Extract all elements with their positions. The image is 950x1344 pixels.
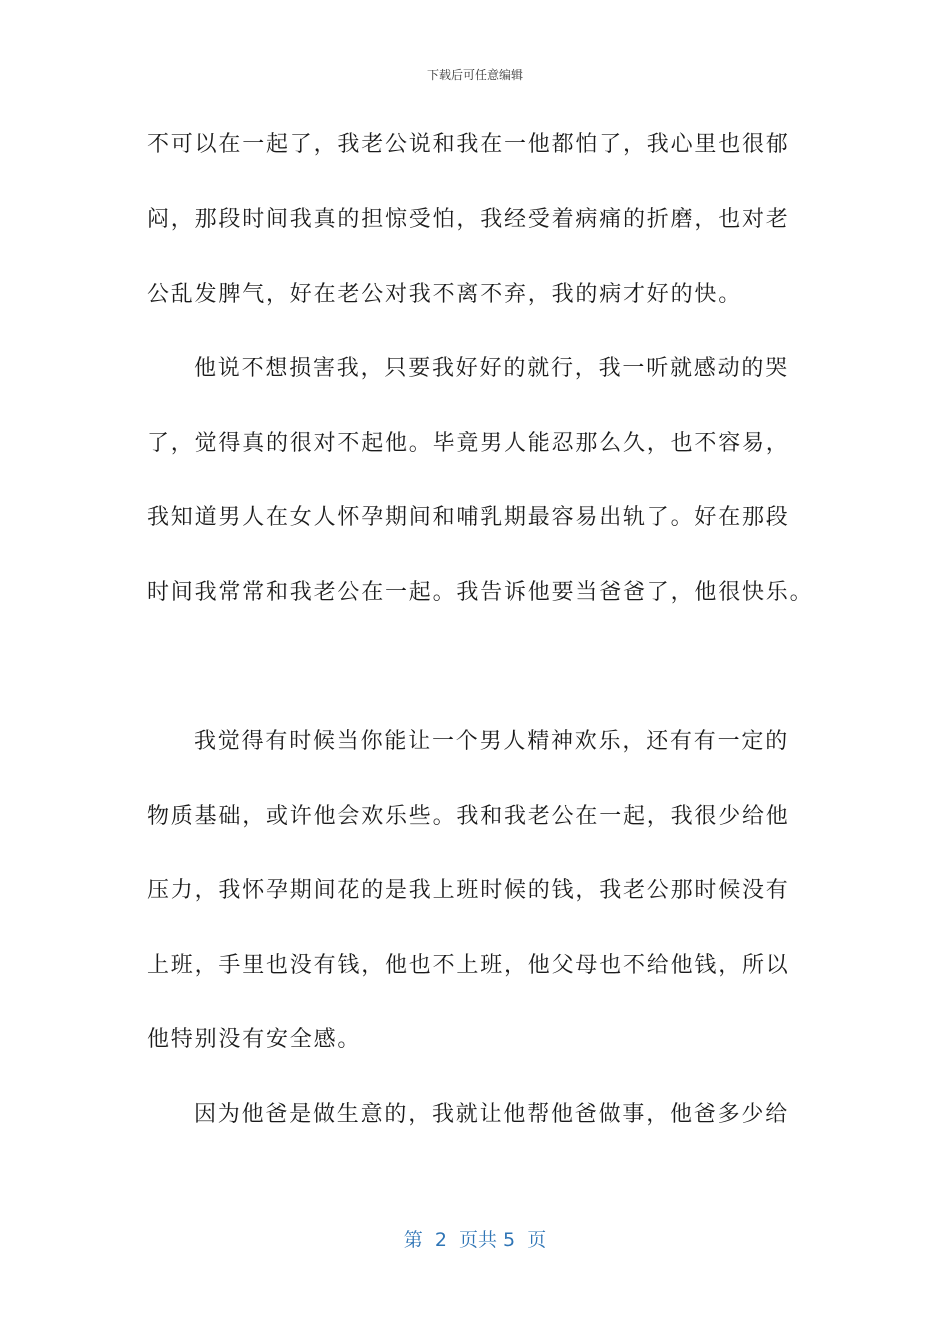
- text-line: 公乱发脾气，好在老公对我不离不弃，我的病才好的快。: [147, 282, 743, 307]
- paragraph-start-line: 他说不想损害我，只要我好好的就行，我一听就感动的哭: [194, 356, 790, 381]
- text-line: 我知道男人在女人怀孕期间和哺乳期最容易出轨了。好在那段: [147, 505, 790, 530]
- text-line: 压力，我怀孕期间花的是我上班时候的钱，我老公那时候没有: [147, 878, 790, 903]
- text-line: 物质基础，或许他会欢乐些。我和我老公在一起，我很少给他: [147, 804, 790, 829]
- text-line: 闷，那段时间我真的担惊受怕，我经受着病痛的折磨，也对老: [147, 207, 790, 232]
- paragraph-start-line: 我觉得有时候当你能让一个男人精神欢乐，还有有一定的: [194, 729, 790, 754]
- text-line: 他特别没有安全感。: [147, 1027, 362, 1052]
- page-number-footer: 第 2 页共 5 页: [403, 1229, 547, 1251]
- text-line: 了，觉得真的很对不起他。毕竟男人能忍那么久，也不容易，: [147, 431, 790, 456]
- text-line: 上班，手里也没有钱，他也不上班，他父母也不给他钱，所以: [147, 953, 790, 978]
- paragraph-start-line: 因为他爸是做生意的，我就让他帮他爸做事，他爸多少给: [194, 1102, 790, 1127]
- page-header: 下载后可任意编辑: [426, 68, 523, 82]
- text-line: 时间我常常和我老公在一起。我告诉他要当爸爸了，他很快乐。: [147, 580, 814, 605]
- text-line: 不可以在一起了，我老公说和我在一他都怕了，我心里也很郁: [147, 132, 790, 157]
